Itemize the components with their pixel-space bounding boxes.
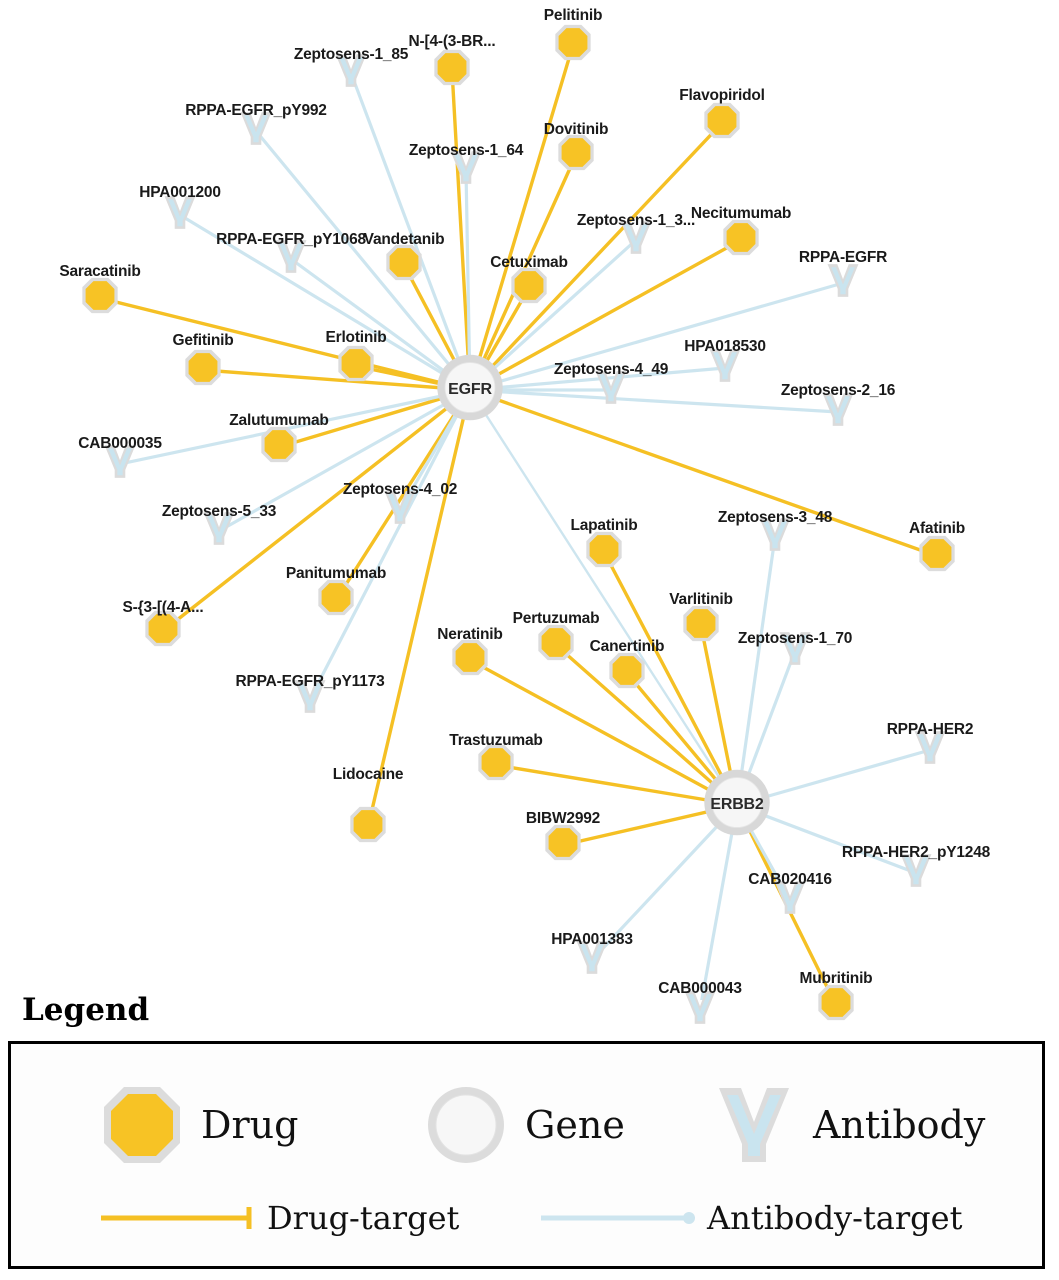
node-label: Pertuzumab	[512, 610, 600, 627]
node-label: Panitumumab	[285, 565, 387, 582]
drug-node[interactable]	[80, 276, 120, 321]
legend-box	[8, 1041, 1045, 1269]
drug-node[interactable]	[584, 530, 624, 575]
node-label: Canertinib	[589, 638, 665, 655]
drug-node[interactable]	[348, 805, 388, 850]
node-label: Erlotinib	[325, 329, 387, 346]
node-label: Zeptosens-4_49	[553, 361, 669, 378]
legend-label-drug-target: Drug-target	[267, 1199, 460, 1237]
node-label: Dovitinib	[543, 121, 609, 138]
node-label: EGFR	[448, 381, 492, 398]
node-label: Cetuximab	[490, 254, 568, 271]
node-label: BIBW2992	[525, 810, 601, 827]
drug-node[interactable]	[681, 604, 721, 649]
node-label: Varlitinib	[669, 591, 733, 608]
node-label: Zeptosens-1_85	[293, 46, 409, 63]
drug-node[interactable]	[183, 348, 223, 393]
node-label: Zeptosens-1_3...	[576, 212, 696, 229]
node-label: Gefitinib	[172, 332, 234, 349]
node-label: Vandetanib	[363, 231, 445, 248]
legend-label-antibody: Antibody	[813, 1103, 986, 1147]
node-label: Zalutumumab	[229, 412, 329, 429]
drug-node[interactable]	[556, 133, 596, 178]
node-label: N-[4-(3-BR...	[408, 33, 496, 50]
graph-edge	[368, 390, 470, 827]
node-label: Zeptosens-1_64	[408, 142, 524, 159]
graph-edge	[470, 45, 573, 390]
drug-node[interactable]	[336, 344, 376, 389]
drug-node[interactable]	[450, 638, 490, 683]
node-label: HPA018530	[684, 338, 766, 355]
node-label: RPPA-EGFR_pY1068	[216, 231, 366, 248]
node-label: Zeptosens-1_70	[737, 630, 853, 647]
node-label: Zeptosens-5_33	[161, 503, 277, 520]
node-label: Pelitinib	[543, 7, 603, 24]
drug-node[interactable]	[816, 983, 856, 1028]
antibody-target-edge-icon	[539, 1203, 699, 1233]
node-label: CAB020416	[748, 871, 832, 888]
node-label: Afatinib	[908, 520, 966, 537]
node-label: Flavopiridol	[679, 87, 765, 104]
drug-target-edge-icon	[99, 1203, 259, 1233]
drug-node[interactable]	[316, 578, 356, 623]
legend-item-drug	[99, 1082, 298, 1168]
drug-node[interactable]	[721, 218, 761, 263]
node-label: Necitumumab	[690, 205, 792, 222]
drug-node[interactable]	[432, 48, 472, 93]
drug-node[interactable]	[536, 623, 576, 668]
node-label: Zeptosens-2_16	[780, 382, 896, 399]
drug-node[interactable]	[259, 425, 299, 470]
node-label: HPA001383	[551, 931, 633, 948]
drug-node[interactable]	[917, 534, 957, 579]
legend-title: Legend	[22, 992, 150, 1028]
node-label: CAB000035	[78, 435, 162, 452]
node-label: RPPA-HER2_pY1248	[841, 844, 991, 861]
legend-item-gene	[423, 1082, 625, 1168]
legend-label-gene: Gene	[525, 1103, 625, 1147]
drug-node[interactable]	[553, 23, 593, 68]
drug-node[interactable]	[607, 651, 647, 696]
node-label: RPPA-EGFR	[798, 249, 888, 266]
legend-item-antibody-target	[539, 1199, 962, 1237]
node-label: Neratinib	[437, 626, 503, 643]
legend-label-drug: Drug	[201, 1103, 299, 1147]
node-label: Zeptosens-4_02	[342, 481, 458, 498]
drug-node[interactable]	[543, 823, 583, 868]
legend-item-antibody	[711, 1082, 985, 1168]
node-label: S-{3-[(4-A...	[122, 599, 204, 616]
node-label: HPA001200	[139, 184, 221, 201]
node-label: RPPA-EGFR_pY1173	[235, 673, 385, 690]
node-label: Mubritinib	[799, 970, 873, 987]
node-label: Lidocaine	[332, 766, 404, 783]
node-label: Lapatinib	[570, 517, 638, 534]
legend-item-drug-target	[99, 1199, 459, 1237]
drug-icon	[99, 1082, 185, 1168]
gene-icon	[423, 1082, 509, 1168]
legend-label-antibody-target: Antibody-target	[707, 1199, 963, 1237]
node-label: Trastuzumab	[449, 732, 543, 749]
graph-edge	[470, 390, 937, 556]
node-label: CAB000043	[658, 980, 742, 997]
antibody-icon	[711, 1082, 797, 1168]
node-label: RPPA-EGFR_pY992	[185, 102, 327, 119]
antibody-node[interactable]	[824, 262, 862, 305]
drug-node[interactable]	[384, 243, 424, 288]
drug-node[interactable]	[702, 101, 742, 146]
node-label: Saracatinib	[59, 263, 141, 280]
drug-node[interactable]	[509, 266, 549, 311]
node-label: RPPA-HER2	[886, 721, 974, 738]
node-label: ERBB2	[710, 796, 764, 813]
node-label: Zeptosens-3_48	[717, 509, 833, 526]
